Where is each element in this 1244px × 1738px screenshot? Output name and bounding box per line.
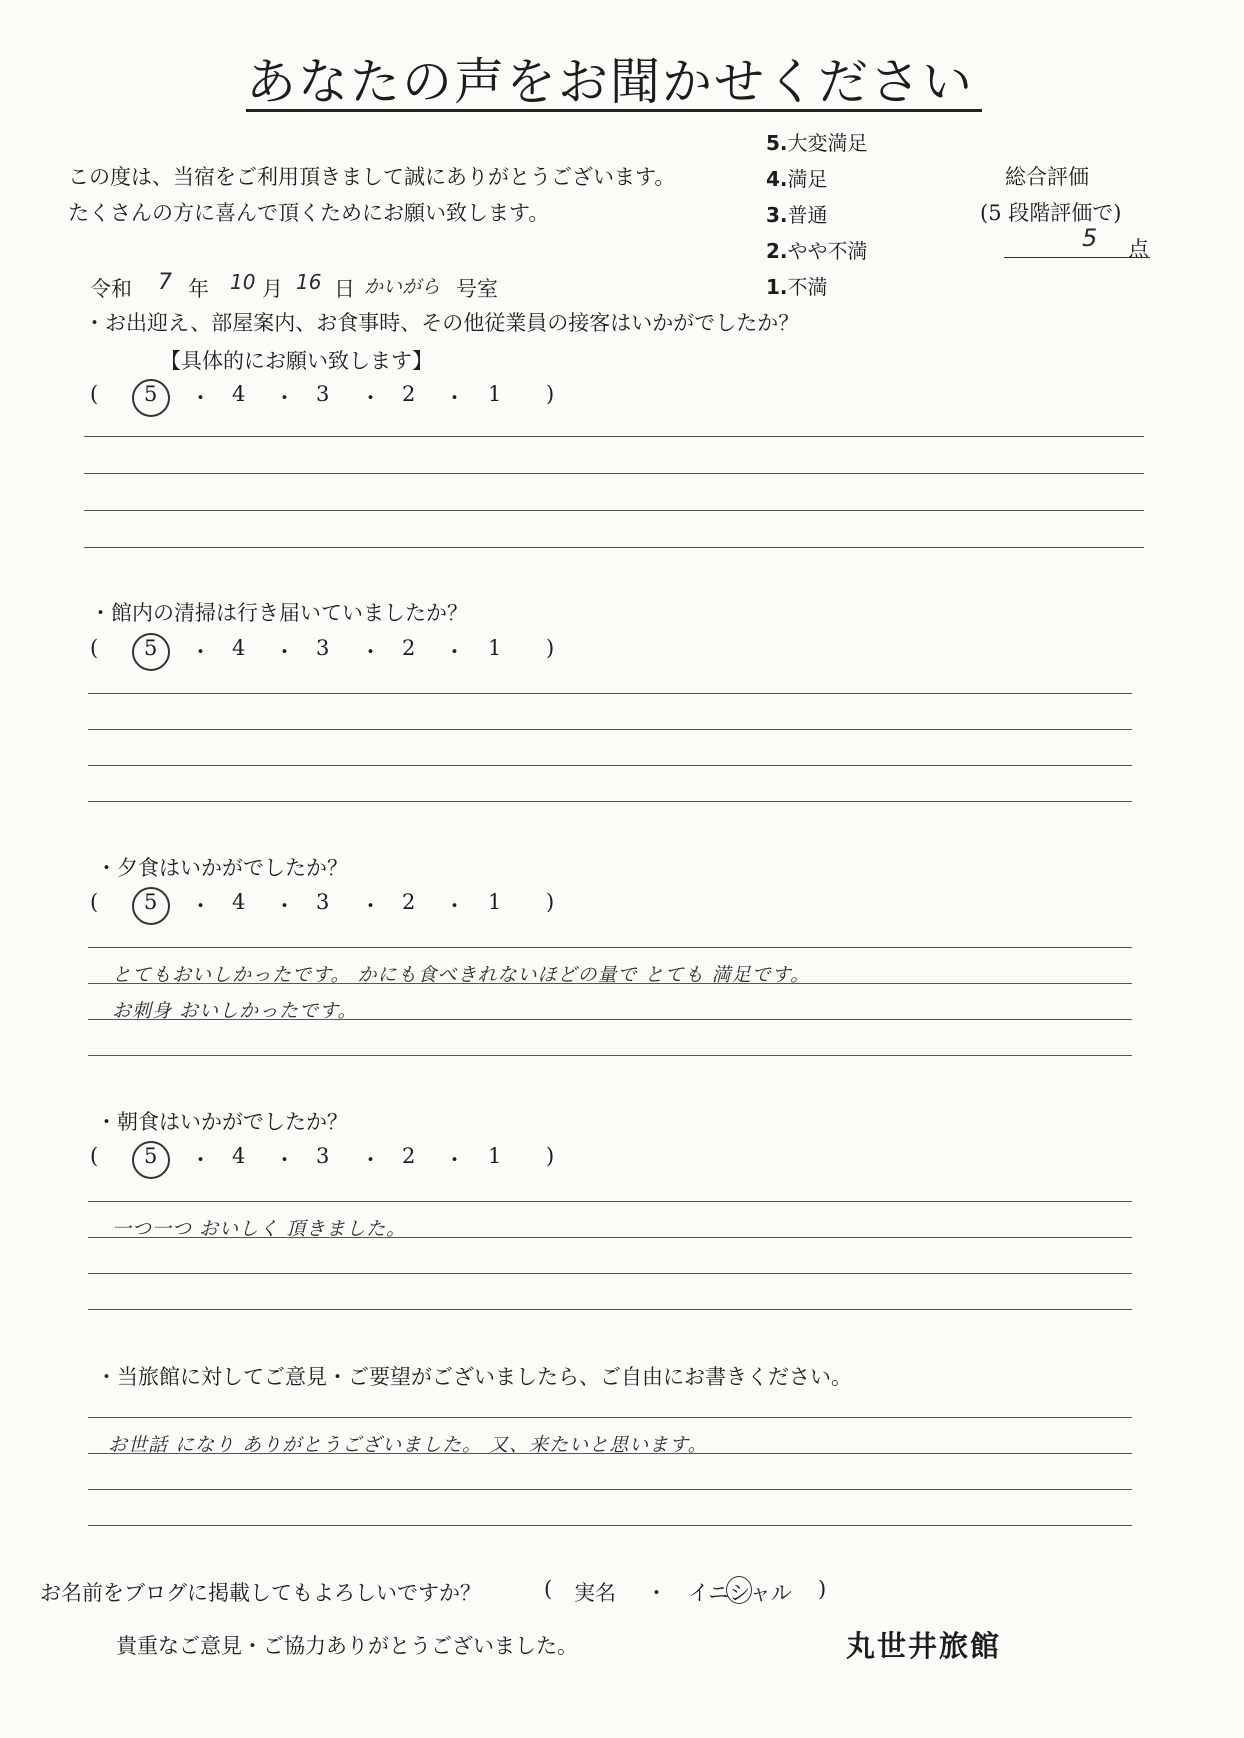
stay-month: 10 bbox=[230, 270, 256, 294]
rating-dot: ・ bbox=[360, 386, 381, 410]
blog-consent-question: お名前をブログに掲載してもよろしいですか？ bbox=[40, 1581, 481, 1605]
rating-open-paren: ( bbox=[90, 636, 99, 660]
question-1-comment-line bbox=[84, 510, 1144, 511]
intro-line-1: この度は、当宿をご利用頂きまして誠にありがとうございます。 bbox=[68, 165, 676, 189]
rating-option-3[interactable]: 3 bbox=[316, 636, 330, 660]
rating-option-3[interactable]: 3 bbox=[316, 890, 330, 914]
free-comment-line bbox=[88, 1489, 1132, 1490]
scale-item-1: 1.不満 bbox=[766, 275, 828, 299]
scale-item-4: 4.満足 bbox=[766, 167, 828, 191]
question-3-comment-line bbox=[88, 1055, 1132, 1056]
question-4-comment-line bbox=[88, 1273, 1132, 1274]
question-2-comment-line bbox=[88, 729, 1132, 730]
rating-option-2[interactable]: 2 bbox=[402, 636, 416, 660]
question-3-comment-1: とてもおいしかったです。 かにも食べきれないほどの量で とても 満足です。 bbox=[112, 964, 811, 986]
rating-dot: ・ bbox=[444, 386, 465, 410]
rating-dot: ・ bbox=[274, 386, 295, 410]
question-1-text: ・お出迎え、部屋案内、お食事時、その他従業員の接客はいかがでしたか？ bbox=[84, 311, 800, 335]
form-title: あなたの声をお聞かせください bbox=[246, 53, 974, 111]
rating-dot: ・ bbox=[444, 640, 465, 664]
blog-initial-selected-circle bbox=[726, 1576, 752, 1604]
rating-open-paren: ( bbox=[90, 382, 99, 406]
rating-dot: ・ bbox=[444, 1148, 465, 1172]
rating-close-paren: ) bbox=[546, 382, 555, 406]
question-2-selected-circle bbox=[132, 633, 170, 671]
rating-option-3[interactable]: 3 bbox=[316, 382, 330, 406]
rating-dot: ・ bbox=[360, 1148, 381, 1172]
rating-option-4[interactable]: 4 bbox=[232, 890, 246, 914]
question-4-selected-circle bbox=[132, 1141, 170, 1179]
closing-message: 貴重なご意見・ご協力ありがとうございました。 bbox=[116, 1634, 578, 1658]
overall-note: (5 段階評価で) bbox=[980, 201, 1122, 225]
era-label: 令和 bbox=[90, 277, 132, 301]
rating-close-paren: ) bbox=[546, 1144, 555, 1168]
rating-dot: ・ bbox=[444, 894, 465, 918]
overall-score-line bbox=[1004, 257, 1150, 258]
rating-close-paren: ) bbox=[546, 890, 555, 914]
rating-option-5[interactable]: 5 bbox=[144, 890, 158, 914]
rating-option-4[interactable]: 4 bbox=[232, 1144, 246, 1168]
scale-item-3: 3.普通 bbox=[766, 203, 828, 227]
rating-dot: ・ bbox=[190, 640, 211, 664]
rating-option-5[interactable]: 5 bbox=[144, 636, 158, 660]
rating-option-1[interactable]: 1 bbox=[488, 890, 502, 914]
rating-open-paren: ( bbox=[90, 890, 99, 914]
inn-name: 丸世井旅館 bbox=[846, 1629, 1002, 1663]
question-1-instruction: 【具体的にお願い致します】 bbox=[160, 349, 433, 373]
year-label: 年 bbox=[188, 277, 209, 301]
stay-year: 7 bbox=[158, 270, 172, 295]
scale-item-5: 5.大変満足 bbox=[766, 131, 868, 155]
rating-option-5[interactable]: 5 bbox=[144, 382, 158, 406]
blog-option-real-name[interactable]: 実名 bbox=[574, 1581, 616, 1605]
rating-dot: ・ bbox=[190, 894, 211, 918]
blog-consent-close-paren: ) bbox=[818, 1577, 827, 1601]
question-2-comment-line bbox=[88, 693, 1132, 694]
rating-dot: ・ bbox=[190, 386, 211, 410]
question-1-comment-line bbox=[84, 473, 1144, 474]
rating-option-4[interactable]: 4 bbox=[232, 636, 246, 660]
rating-close-paren: ) bbox=[546, 636, 555, 660]
rating-option-2[interactable]: 2 bbox=[402, 890, 416, 914]
free-comment-line bbox=[88, 1525, 1132, 1526]
day-label: 日 bbox=[334, 277, 355, 301]
rating-option-3[interactable]: 3 bbox=[316, 1144, 330, 1168]
question-2-text: ・館内の清掃は行き届いていましたか？ bbox=[90, 601, 468, 625]
rating-open-paren: ( bbox=[90, 1144, 99, 1168]
rating-dot: ・ bbox=[274, 1148, 295, 1172]
blog-consent-open-paren: ( bbox=[544, 1577, 553, 1601]
blog-option-separator: ・ bbox=[646, 1581, 667, 1605]
question-3-comment-2: お刺身 おいしかったです。 bbox=[112, 1000, 358, 1022]
question-3-text: ・夕食はいかがでしたか？ bbox=[96, 856, 348, 880]
question-3-comment-line bbox=[88, 947, 1132, 948]
question-1-rating bbox=[0, 382, 1244, 412]
rating-dot: ・ bbox=[360, 640, 381, 664]
free-comment-line bbox=[88, 1417, 1132, 1418]
month-label: 月 bbox=[262, 277, 283, 301]
rating-option-1[interactable]: 1 bbox=[488, 382, 502, 406]
question-4-comment-1: 一つ一つ おいしく 頂きました。 bbox=[112, 1218, 407, 1240]
question-4-rating bbox=[0, 1144, 1244, 1174]
rating-option-2[interactable]: 2 bbox=[402, 382, 416, 406]
question-3-selected-circle bbox=[132, 887, 170, 925]
stay-day: 16 bbox=[296, 270, 322, 294]
free-comment-1: お世話 になり ありがとうございました。 又、来たいと思います。 bbox=[108, 1434, 708, 1456]
question-1-comment-line bbox=[84, 547, 1144, 548]
rating-dot: ・ bbox=[360, 894, 381, 918]
question-2-rating bbox=[0, 636, 1244, 666]
overall-unit: 点 bbox=[1128, 237, 1149, 261]
room-label: 号室 bbox=[456, 277, 498, 301]
question-3-rating bbox=[0, 890, 1244, 920]
title-underline bbox=[246, 109, 982, 112]
rating-option-4[interactable]: 4 bbox=[232, 382, 246, 406]
overall-heading: 総合評価 bbox=[1005, 165, 1089, 189]
rating-option-2[interactable]: 2 bbox=[402, 1144, 416, 1168]
rating-dot: ・ bbox=[274, 640, 295, 664]
overall-score: 5 bbox=[1082, 224, 1098, 252]
rating-option-5[interactable]: 5 bbox=[144, 1144, 158, 1168]
question-4-comment-line bbox=[88, 1201, 1132, 1202]
rating-dot: ・ bbox=[190, 1148, 211, 1172]
question-1-selected-circle bbox=[132, 379, 170, 417]
question-4-text: ・朝食はいかがでしたか？ bbox=[96, 1110, 348, 1134]
room-name: かいがら bbox=[364, 276, 441, 298]
question-2-comment-line bbox=[88, 765, 1132, 766]
rating-option-1[interactable]: 1 bbox=[488, 1144, 502, 1168]
rating-dot: ・ bbox=[274, 894, 295, 918]
scale-item-2: 2.やや不満 bbox=[766, 239, 868, 263]
rating-option-1[interactable]: 1 bbox=[488, 636, 502, 660]
question-4-comment-line bbox=[88, 1309, 1132, 1310]
question-2-comment-line bbox=[88, 801, 1132, 802]
intro-line-2: たくさんの方に喜んで頂くためにお願い致します。 bbox=[68, 201, 550, 225]
blog-option-initial[interactable]: イニシャル bbox=[688, 1581, 792, 1605]
free-comment-prompt: ・当旅館に対してご意見・ご要望がございましたら、ご自由にお書きください。 bbox=[96, 1365, 852, 1389]
question-1-comment-line bbox=[84, 436, 1144, 437]
